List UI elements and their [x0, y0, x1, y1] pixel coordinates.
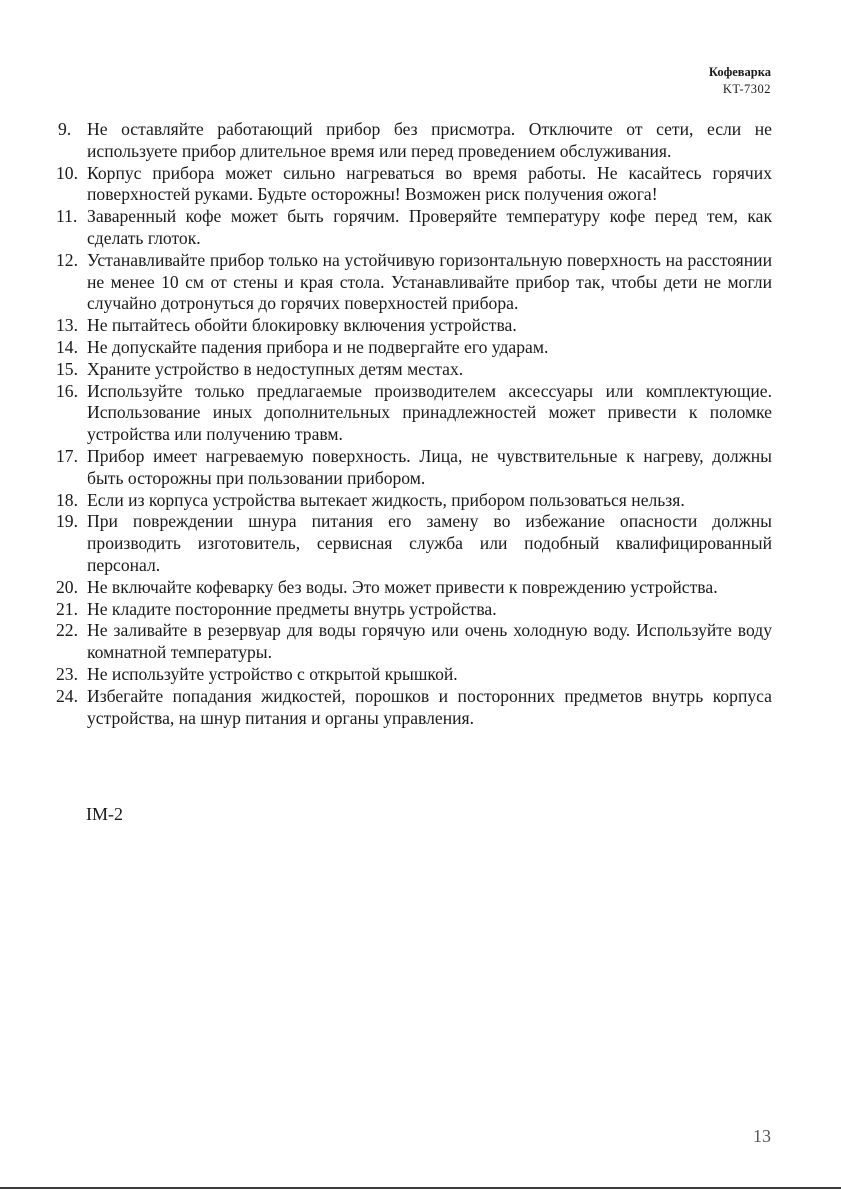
item-text: Храните устройство в недоступных детям местах.	[87, 358, 464, 379]
item-text: Устанавливайте прибор только на устойчивую горизонтальную поверхность на расстоянии не менее 10 см от стены и края стола. Устанавливайте прибор так, чтобы дети не могли случайно дотронуться до горячих поверхностей прибора.	[87, 249, 772, 314]
list-item	[56, 511, 772, 576]
list-item	[56, 381, 772, 446]
item-number: 21.	[56, 598, 78, 619]
list-item	[56, 163, 772, 207]
item-number: 9.	[58, 119, 72, 139]
list-item	[56, 620, 772, 664]
item-number: 20.	[56, 576, 78, 597]
item-number: 15.	[56, 358, 78, 379]
item-number: 10.	[56, 162, 78, 183]
item-text: Не заливайте в резервуар для воды горячую или очень холодную воду. Используйте воду комнатной температуры.	[87, 620, 772, 663]
item-text: Прибор имеет нагреваемую поверхность. Лица, не чувствительные к нагреву, должны быть осторожны при пользовании прибором.	[87, 445, 772, 488]
item-text: Не включайте кофеварку без воды. Это может привести к повреждению устройства.	[87, 576, 718, 597]
list-item	[56, 446, 772, 490]
list-item	[56, 490, 772, 512]
document-code: IM-2	[86, 804, 123, 824]
item-text: Не используйте устройство с открытой крышкой.	[87, 663, 458, 684]
list-item	[56, 577, 772, 599]
item-text: Не пытайтесь обойти блокировку включения устройства.	[87, 315, 517, 336]
item-number: 16.	[56, 380, 78, 401]
list-item	[56, 315, 772, 337]
item-text: При повреждении шнура питания его замену во избежание опасности должны производить изготовитель, сервисная служба или подобный квалифицированный персонал.	[87, 511, 772, 575]
item-text: Если из корпуса устройства вытекает жидкость, прибором пользоваться нельзя.	[87, 489, 685, 510]
item-text: Не кладите посторонние предметы внутрь устройства.	[87, 598, 497, 619]
list-item	[56, 250, 772, 315]
item-text: Не оставляйте работающий прибор без присмотра. Отключите от сети, если не используете прибор длительное время или перед проведением обслуживания.	[87, 119, 772, 161]
model-number: KT-7302	[722, 82, 771, 96]
item-text: Используйте только предлагаемые производителем аксессуары или комплектующие. Использование иных дополнительных принадлежностей может привести к поломке устройства или получению травм.	[87, 380, 772, 445]
page-number: 13	[753, 1126, 771, 1146]
item-number: 23.	[56, 663, 78, 684]
item-number: 24.	[56, 685, 78, 706]
item-number: 14.	[56, 336, 78, 357]
safety-instructions-list	[56, 119, 772, 729]
list-item	[56, 599, 772, 621]
item-number: 13.	[56, 315, 78, 336]
list-item	[56, 664, 772, 686]
item-text: Заваренный кофе может быть горячим. Проверяйте температуру кофе перед тем, как сделать глоток.	[87, 206, 772, 248]
list-item	[56, 119, 772, 163]
item-number: 11.	[56, 206, 78, 227]
item-number: 12.	[56, 249, 78, 270]
list-item	[56, 337, 772, 359]
page-bottom-rule	[0, 1187, 841, 1189]
item-number: 22.	[56, 620, 78, 641]
product-name: Кофеварка	[708, 65, 771, 79]
item-number: 17.	[56, 445, 78, 466]
page-header	[709, 64, 771, 98]
item-number: 19.	[56, 511, 78, 532]
list-item	[56, 206, 772, 250]
item-text: Не допускайте падения прибора и не подвергайте его ударам.	[87, 336, 549, 357]
item-text: Избегайте попадания жидкостей, порошков и посторонних предметов внутрь корпуса устройства, на шнур питания и органы управления.	[87, 685, 772, 728]
list-item	[56, 686, 772, 730]
item-text: Корпус прибора может сильно нагреваться во время работы. Не касайтесь горячих поверхностей руками. Будьте осторожны! Возможен риск получения ожога!	[87, 162, 772, 205]
list-item	[56, 359, 772, 381]
item-number: 18.	[56, 489, 78, 510]
